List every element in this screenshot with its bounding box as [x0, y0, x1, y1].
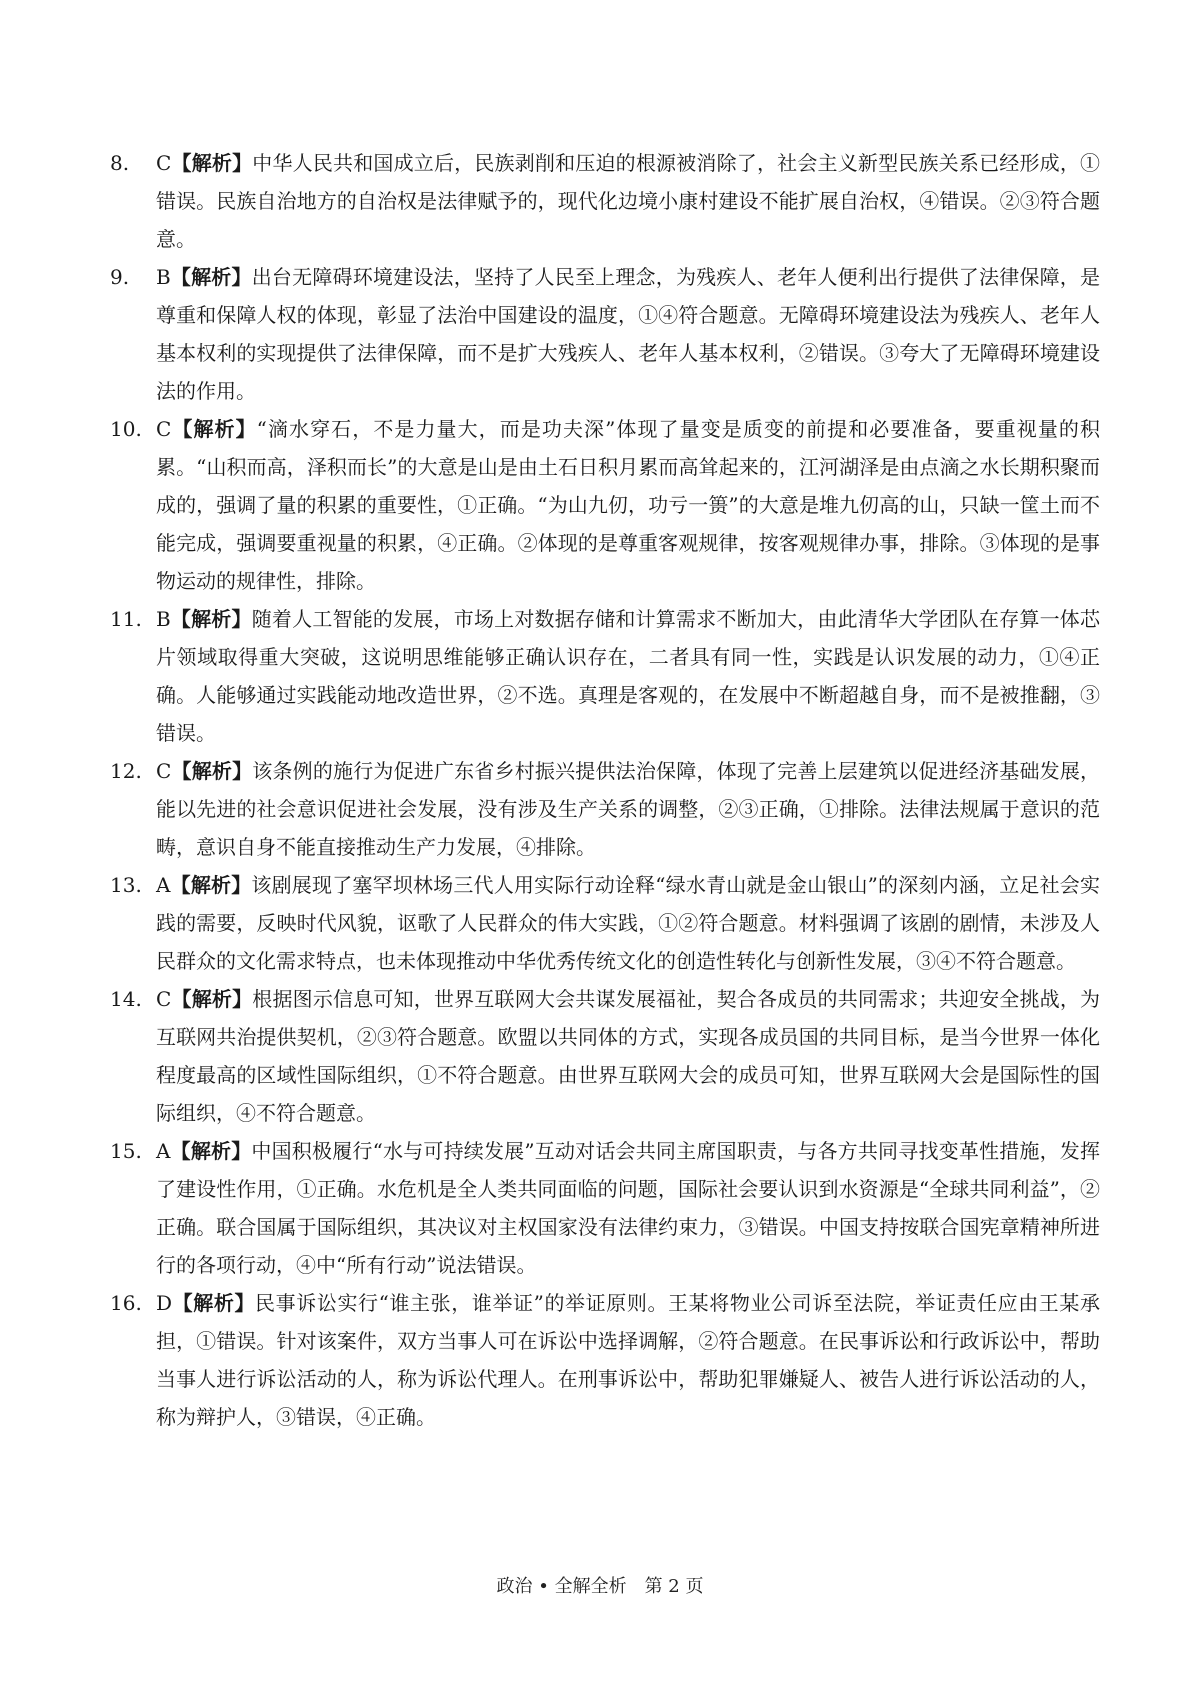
answer-letter: D — [156, 1291, 173, 1315]
item-number: 8. — [110, 151, 130, 175]
item-number: 11. — [110, 607, 142, 631]
answer-letter: C — [156, 417, 172, 441]
analysis-tag: 【解析】 — [171, 759, 253, 783]
analysis-text: 该条例的施行为促进广东省乡村振兴提供法治保障，体现了完善上层建筑以促进经济基础发展，能以先进的社会意识促进社会发展，没有涉及生产关系的调整，②③正确，①排除。法律法规属于意识的范畴，意识自身不能直接推动生产力发展，④排除。 — [156, 759, 1101, 859]
analysis-tag: 【解析】 — [172, 1291, 256, 1315]
item-number: 16. — [110, 1291, 142, 1315]
analysis-item-8 — [110, 144, 1101, 258]
item-number: 13. — [110, 873, 142, 897]
analysis-item-15 — [110, 1132, 1100, 1284]
item-number: 10. — [110, 417, 142, 441]
answer-letter: C — [156, 151, 172, 175]
analysis-text: 根据图示信息可知，世界互联网大会共谋发展福祉，契合各成员的共同需求；共迎安全挑战，为互联网共治提供契机，②③符合题意。欧盟以共同体的方式，实现各成员国的共同目标，是当今世界一体化程度最高的区域性国际组织，①不符合题意。由世界互联网大会的成员可知，世界互联网大会是国际性的国际组织，④不符合题意。 — [156, 987, 1101, 1125]
analysis-tag: 【解析】 — [170, 1139, 252, 1163]
answer-letter: B — [156, 265, 171, 289]
analysis-tag: 【解析】 — [171, 151, 253, 175]
answer-letter: B — [156, 607, 171, 631]
answer-letter: C — [156, 759, 172, 783]
analysis-item-13 — [110, 866, 1100, 980]
analysis-item-14 — [110, 980, 1101, 1132]
page-footer: 政治 • 全解全析 第 2 页 — [496, 1576, 704, 1597]
item-number: 15. — [110, 1139, 142, 1163]
item-number: 12. — [110, 759, 142, 783]
analysis-item-10 — [110, 410, 1100, 600]
analysis-tag: 【解析】 — [171, 417, 257, 441]
analysis-item-9 — [110, 258, 1101, 410]
answer-analysis-list — [110, 144, 1101, 1436]
answer-letter: C — [156, 987, 172, 1011]
analysis-text: 中国积极履行“水与可持续发展”互动对话会共同主席国职责，与各方共同寻找变革性措施，发挥了建设性作用，①正确。水危机是全人类共同面临的问题，国际社会要认识到水资源是“全球共同利益”，②正确。联合国属于国际组织，其决议对主权国家没有法律约束力，③错误。中国支持按联合国宪章精神所进行的各项行动，④中“所有行动”说法错误。 — [156, 1139, 1100, 1277]
analysis-text: 随着人工智能的发展，市场上对数据存储和计算需求不断加大，由此清华大学团队在存算一体芯片领域取得重大突破，这说明思维能够正确认识存在，二者具有同一性，实践是认识发展的动力，①④正确。人能够通过实践能动地改造世界，②不选。真理是客观的，在发展中不断超越自身，而不是被推翻，③错误。 — [156, 607, 1101, 745]
analysis-tag: 【解析】 — [170, 265, 252, 289]
analysis-tag: 【解析】 — [171, 987, 253, 1011]
item-number: 9. — [110, 265, 130, 289]
analysis-tag: 【解析】 — [170, 873, 252, 897]
analysis-item-12 — [110, 752, 1101, 866]
answer-letter: A — [156, 873, 171, 897]
analysis-item-11 — [110, 600, 1101, 752]
analysis-item-16 — [110, 1284, 1101, 1436]
analysis-text: 出台无障碍环境建设法，坚持了人民至上理念，为残疾人、老年人便利出行提供了法律保障，是尊重和保障人权的体现，彰显了法治中国建设的温度，①④符合题意。无障碍环境建设法为残疾人、老年人基本权利的实现提供了法律保障，而不是扩大残疾人、老年人基本权利，②错误。③夸大了无障碍环境建设法的作用。 — [156, 265, 1101, 403]
analysis-text: 中华人民共和国成立后，民族剥削和压迫的根源被消除了，社会主义新型民族关系已经形成，①错误。民族自治地方的自治权是法律赋予的，现代化边境小康村建设不能扩展自治权，④错误。②③符合题意。 — [156, 151, 1101, 251]
analysis-text: 民事诉讼实行“谁主张，谁举证”的举证原则。王某将物业公司诉至法院，举证责任应由王某承担，①错误。针对该案件，双方当事人可在诉讼中选择调解，②符合题意。在民事诉讼和行政诉讼中，帮助当事人进行诉讼活动的人，称为诉讼代理人。在刑事诉讼中，帮助犯罪嫌疑人、被告人进行诉讼活动的人，称为辩护人，③错误，④正确。 — [156, 1291, 1101, 1429]
analysis-text: 该剧展现了塞罕坝林场三代人用实际行动诠释“绿水青山就是金山银山”的深刻内涵，立足社会实践的需要，反映时代风貌，讴歌了人民群众的伟大实践，①②符合题意。材料强调了该剧的剧情，未涉及人民群众的文化需求特点，也未体现推动中华优秀传统文化的创造性转化与创新性发展，③④不符合题意。 — [156, 873, 1100, 973]
item-number: 14. — [110, 987, 142, 1011]
analysis-text: “滴水穿石，不是力量大，而是功夫深”体现了量变是质变的前提和必要准备，要重视量的积累。“山积而高，泽积而长”的大意是山是由土石日积月累而高耸起来的，江河湖泽是由点滴之水长期积聚而成的，强调了量的积累的重要性，①正确。“为山九仞，功亏一篑”的大意是堆九仞高的山，只缺一筐土而不能完成，强调要重视量的积累，④正确。②体现的是尊重客观规律，按客观规律办事，排除。③体现的是事物运动的规律性，排除。 — [156, 417, 1100, 593]
analysis-tag: 【解析】 — [170, 607, 252, 631]
answer-letter: A — [156, 1139, 171, 1163]
